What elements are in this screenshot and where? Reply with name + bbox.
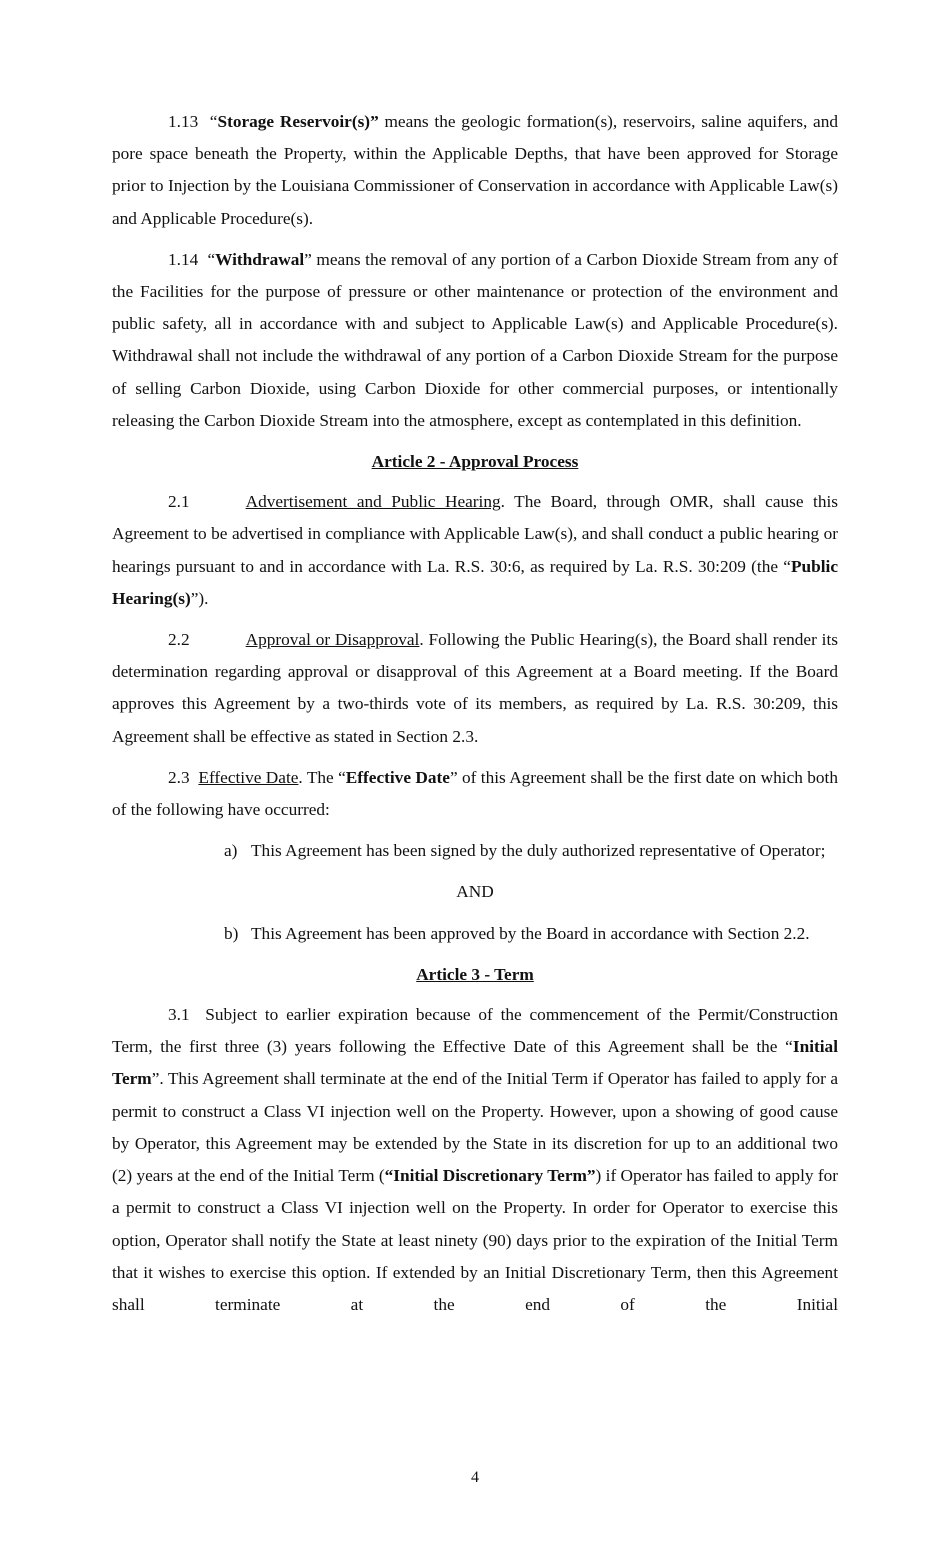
section-number: 1.13 xyxy=(168,112,199,131)
list-label: a) xyxy=(224,841,238,861)
section-number: 2.2 xyxy=(168,630,190,650)
defined-term: Initial Term xyxy=(112,1037,838,1089)
section-2-3: 2.3 Effective Date. The “Effective Date” of this Agreement shall be the first date on which both of the following have occurred: xyxy=(112,767,838,820)
list-item-a: a) This Agreement has been signed by the duly authorized representative of Operator; xyxy=(224,835,838,867)
defined-term: “Initial Discretionary Term” xyxy=(384,1166,596,1186)
section-3-1: 3.1 Subject to earlier expiration because of the commencement of the Permit/Construction Term, the first three (3) years following the Effective Date of this Agreement shall be the “Initial Term”. This Agreement shall terminate at the end of the Initial Term if Operator has failed to apply for a permit to construct a Class VI injection well on the Property. However, upon a showing of good cause by Operator, this Agreement may be extended by the State in its discretion for up to an additional two (2) years at the end of the Initial Term (“Initial Discretionary Term”) if Operator has failed to apply for a permit to construct a Class VI injection well on the Property. In order for Operator to exercise this option, Operator shall notify the State at least ninety (90) days prior to the expiration of the Initial Term that it wishes to exercise this option. If extended by an Initial Discretionary Term, then this Agreement shall terminate at the end of the Initial xyxy=(112,1005,838,1314)
and-separator: AND xyxy=(456,882,494,902)
section-number: 2.1 xyxy=(168,492,190,512)
section-2-1: 2.1 Advertisement and Public Hearing. The Board, through OMR, shall cause this Agreement to be advertised in compliance with Applicable Law(s), and shall conduct a public hearing or hearings pursuant to and in accordance with La. R.S. 30:6, as required by La. R.S. 30:209 (the “Public Hearing(s)”). xyxy=(112,492,838,608)
section-number: 1.14 xyxy=(168,249,199,269)
section-1-13: 1.13 “Storage Reservoir(s)” means the geologic formation(s), reservoirs, saline aquifers, and pore space beneath the Property, within the Applicable Depths, that have been approved for Storage prior to Injection by the Louisiana Commissioner of Conservation in accordance with Applicable Law(s) and Applicable Procedure(s). xyxy=(112,112,839,228)
document-body xyxy=(112,106,838,1321)
section-number: 3.1 xyxy=(168,1005,190,1025)
defined-term: Withdrawal xyxy=(215,249,305,269)
article-2-heading: Article 2 - Approval Process xyxy=(371,452,579,472)
page-number: 4 xyxy=(471,1469,479,1486)
section-title: Approval or Disapproval xyxy=(245,630,420,650)
list-label: b) xyxy=(224,923,239,943)
section-number: 2.3 xyxy=(168,767,190,787)
list-item-b: b) This Agreement has been approved by the Board in accordance with Section 2.2. xyxy=(224,918,838,950)
article-3-heading: Article 3 - Term xyxy=(416,964,534,984)
section-2-2: 2.2 Approval or Disapproval. Following the Public Hearing(s), the Board shall render its determination regarding approval or disapproval of this Agreement at a Board meeting. If the Board approves this Agreement by a two-thirds vote of its members, as required by La. R.S. 30:209, this Agreement shall be effective as stated in Section 2.3. xyxy=(112,630,838,746)
defined-term: Public Hearing(s) xyxy=(112,556,838,608)
defined-term: Storage Reservoir(s)” xyxy=(217,112,379,131)
defined-term: Effective Date xyxy=(345,767,450,787)
section-title: Effective Date xyxy=(198,767,299,787)
section-title: Advertisement and Public Hearing xyxy=(245,492,501,512)
section-1-14: 1.14 “Withdrawal” means the removal of any portion of a Carbon Dioxide Stream from any of the Facilities for the purpose of pressure or other maintenance or protection of the environment and public safety, all in accordance with and subject to Applicable Law(s) and Applicable Procedure(s). Withdrawal shall not include the withdrawal of any portion of a Carbon Dioxide Stream for the purpose of selling Carbon Dioxide, using Carbon Dioxide for other commercial purposes, or intentionally releasing the Carbon Dioxide Stream into the atmosphere, except as contemplated in this definition. xyxy=(112,249,839,430)
